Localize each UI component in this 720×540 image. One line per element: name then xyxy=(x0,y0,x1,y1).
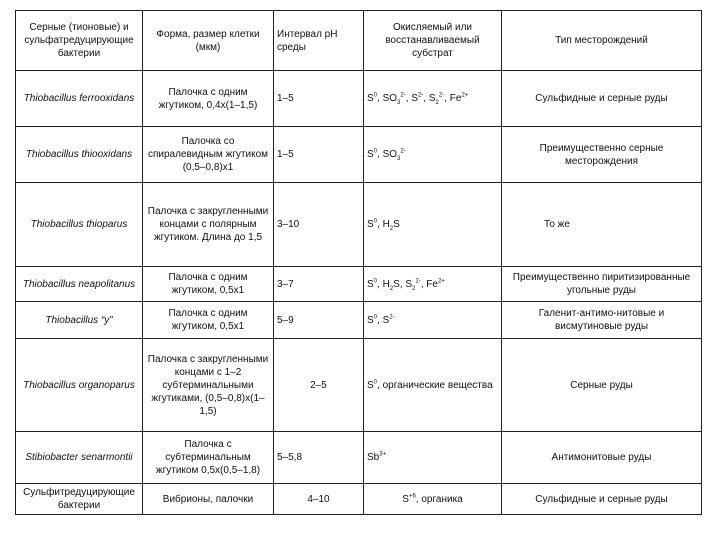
organism-cell: Thiobacillus thiooxidans xyxy=(16,127,143,183)
substrate-cell: $S^0$, $S^{2-}$ xyxy=(364,302,502,339)
substrate-text: органика xyxy=(421,493,463,505)
substrate-cell: $S^0$, органические вещества xyxy=(364,339,502,432)
table-row xyxy=(16,127,702,183)
header-shape: Форма, размер клетки (мкм) xyxy=(143,11,274,71)
substrate-cell: $Sb^{3+}$ xyxy=(364,432,502,484)
substrate-cell: $S^0$, $H_2S$ xyxy=(364,183,502,267)
deposit-cell: Галенит-антимо-нитовые и висмутиновые руды xyxy=(502,302,702,339)
table-row xyxy=(16,432,702,484)
shape-cell: Палочка с закругленными концами с 1–2 субтерминальными жгутиками, (0,5–0,8)х(1–1,5) xyxy=(143,339,274,432)
shape-cell: Палочка с закругленными концами с полярным жгутиком. Длина до 1,5 xyxy=(143,183,274,267)
organism-cell: Thiobacillus ferrooxidans xyxy=(16,71,143,127)
substrate-text: органические вещества xyxy=(382,379,493,391)
header-ph: Интервал pH среды xyxy=(274,11,364,71)
substrate-cell: $S^0$, $SO_3^{2-}$, $S^{2-}$, $S_2^{2-}$, $Fe^{2+}$ xyxy=(364,71,502,127)
data-table xyxy=(15,10,702,515)
deposit-cell: Серные руды xyxy=(502,339,702,432)
ph-cell: 2–5 xyxy=(274,339,364,432)
header-deposit: Тип месторождений xyxy=(502,11,702,71)
shape-cell: Палочка со спиралевидным жгутиком (0,5–0,8)х1 xyxy=(143,127,274,183)
ph-cell: 5–5,8 xyxy=(274,432,364,484)
shape-cell: Палочка с субтерминальным жгутиком 0,5х(0,5–1,8) xyxy=(143,432,274,484)
substrate-cell: $S^0$, $H_2S$, $S_2^{2-}$, $Fe^{2+}$ xyxy=(364,267,502,302)
ph-cell: 1–5 xyxy=(274,71,364,127)
deposit-cell: Антимонитовые руды xyxy=(502,432,702,484)
organism-cell: Thiobacillus organoparus xyxy=(16,339,143,432)
table-row xyxy=(16,71,702,127)
ph-cell: 5–9 xyxy=(274,302,364,339)
header-row xyxy=(16,11,702,71)
deposit-cell: То же xyxy=(502,183,702,267)
table-row xyxy=(16,267,702,302)
organism-cell: Thiobacillus thioparus xyxy=(16,183,143,267)
deposit-cell: Сульфидные и серные руды xyxy=(502,484,702,515)
table-row xyxy=(16,339,702,432)
shape-cell: Палочка с одним жгутиком, 0,4х(1–1,5) xyxy=(143,71,274,127)
deposit-cell: Преимущественно серные месторождения xyxy=(502,127,702,183)
organism-cell: Thiobacillus “y” xyxy=(16,302,143,339)
deposit-cell: Сульфидные и серные руды xyxy=(502,71,702,127)
substrate-cell: $S^{+6}$, органика xyxy=(364,484,502,515)
organism-cell: Сульфитредуцирующие бактерии xyxy=(16,484,143,515)
deposit-cell: Преимущественно пиритизированные угольные руды xyxy=(502,267,702,302)
ph-cell: 3–10 xyxy=(274,183,364,267)
table-row xyxy=(16,302,702,339)
ph-cell: 3–7 xyxy=(274,267,364,302)
header-organism: Серные (тионовые) и сульфатредуцирующие бактерии xyxy=(16,11,143,71)
shape-cell: Палочка с одним жгутиком, 0,5х1 xyxy=(143,302,274,339)
shape-cell: Вибрионы, палочки xyxy=(143,484,274,515)
ph-cell: 1–5 xyxy=(274,127,364,183)
shape-cell: Палочка с одним жгутиком, 0,5х1 xyxy=(143,267,274,302)
organism-cell: Thiobacillus neapolitanus xyxy=(16,267,143,302)
table-row xyxy=(16,183,702,267)
header-substrate: Окисляемый или восстанавливаемый субстрат xyxy=(364,11,502,71)
table-row xyxy=(16,484,702,515)
organism-cell: Stibiobacter senarmontii xyxy=(16,432,143,484)
substrate-cell: $S^0$, $SO_3^{2-}$ xyxy=(364,127,502,183)
ph-cell: 4–10 xyxy=(274,484,364,515)
